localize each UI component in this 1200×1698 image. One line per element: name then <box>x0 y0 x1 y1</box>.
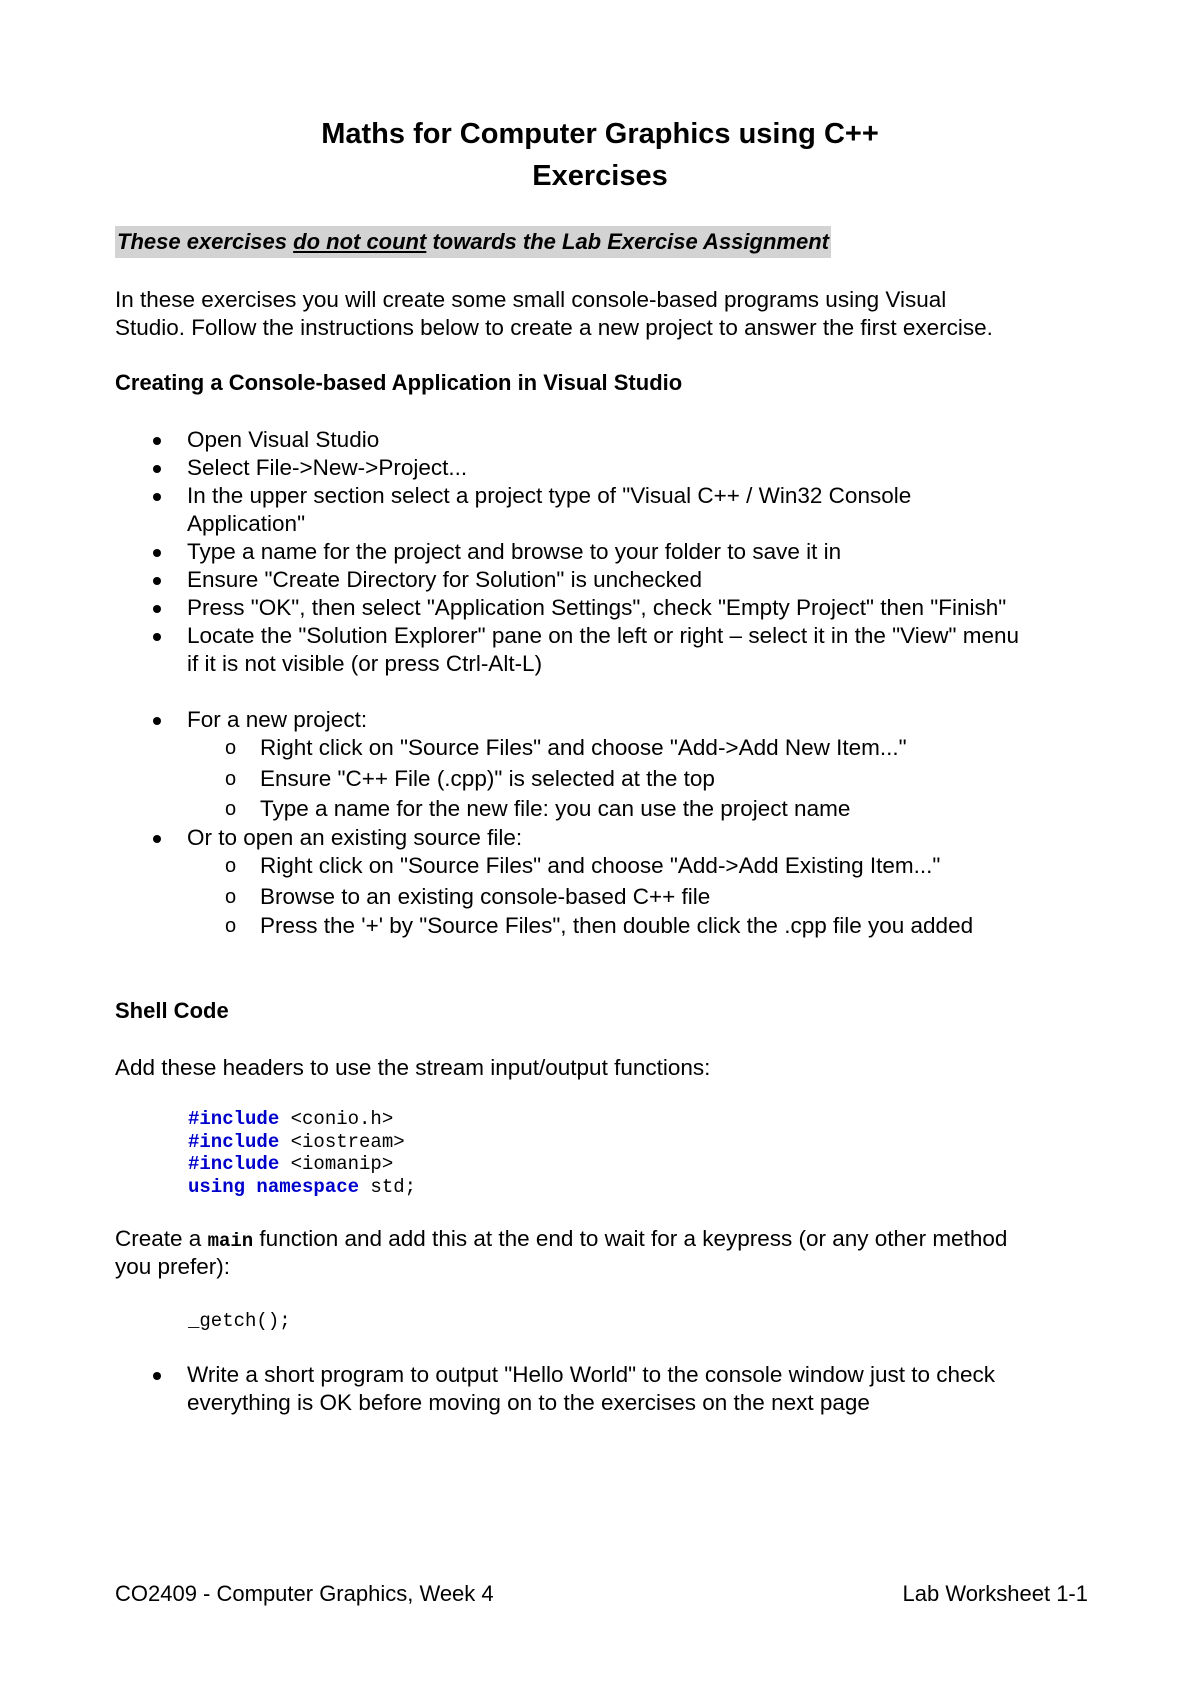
sub-bullet-icon: o <box>225 886 237 908</box>
document-subtitle: Exercises <box>532 160 668 192</box>
document-title: Maths for Computer Graphics using C++ <box>321 118 879 150</box>
sub-bullet-icon: o <box>225 798 237 820</box>
document-page: Maths for Computer Graphics using C++ Exercises These exercises do not count towards the Lab Exercise Assignment In these exercises you will create some small console-based programs using Visual Studio. Follow the instructions below to create a new project to answer the first exercise. Creating a Console-based Application in Visual Studio Open Visual Studio Select File->New->Project... In the upper section select a project type of "Visual C++ / Win32 Console Application" Type a name for the project and browse to your folder to save it in Ensure "Create Directory for Solution" is unchecked Press "OK", then select "Application Settings", check "Empty Project" then "Finish" Locate the "Solution Explorer" pane on the left or right – select it in the "View" menu if it is not visible (or press Ctrl-Alt-L) For a new project: o Right click on "Source Files" and choose "Add->Add New Item..." o Ensure "C++ File (.cpp)" is selected at the top o Type a name for the new file: you can use the project name Or to open an existing source file: o Right click on "Source Files" and choose "Add->Add Existing Item..." o Browse to an existing console-based C++ file o Press the '+' by "Source Files", then double click the .cpp file you added Shell Code Add these headers to use the stream input/output functions: #include <conio.h> #include <iostream> #include <iomanip> using namespace std; Create a main function and add this at the end to wait for a keypress (or any other method you prefer): _getch(); Write a short program to output "Hello World" to the console window just to check everything is OK before moving on to the exercises on the next page CO2409 - Computer Graphics, Week 4 Lab Worksheet 1-1 <box>0 0 1200 1698</box>
bullet-icon <box>153 437 161 445</box>
bullet-icon <box>153 633 161 641</box>
bullet-icon <box>153 605 161 613</box>
code-line: using namespace std; <box>188 1176 417 1198</box>
footer-course: CO2409 - Computer Graphics, Week 4 <box>115 1581 494 1606</box>
notice-text-underlined: do not count <box>293 229 427 254</box>
notice-text-after: towards the Lab Exercise Assignment <box>426 229 829 254</box>
main-instruction-line-1: Create a main function and add this at the end to wait for a keypress (or any other method <box>115 1226 1008 1252</box>
bullet-icon <box>153 493 161 501</box>
intro-line-1: In these exercises you will create some small console-based programs using Visual <box>115 287 947 312</box>
section-heading-shell-code: Shell Code <box>115 998 229 1023</box>
bullet-icon <box>153 717 161 725</box>
intro-line-2: Studio. Follow the instructions below to create a new project to answer the first exercise. <box>115 315 993 340</box>
footer-page-label: Lab Worksheet 1-1 <box>902 1581 1088 1606</box>
sub-bullet-icon: o <box>225 737 237 759</box>
inline-code-main: main <box>207 1230 254 1252</box>
sub-bullet-icon: o <box>225 768 237 790</box>
headers-instruction: Add these headers to use the stream input/output functions: <box>115 1055 711 1080</box>
bullet-icon <box>153 549 161 557</box>
bullet-icon <box>153 1372 161 1380</box>
bullet-icon <box>153 577 161 585</box>
code-line: #include <conio.h> <box>188 1108 394 1130</box>
bullet-icon <box>153 465 161 473</box>
bullet-icon <box>153 835 161 843</box>
code-getch: _getch(); <box>188 1310 291 1332</box>
notice-text-before: These exercises <box>117 229 294 254</box>
sub-bullet-icon: o <box>225 915 237 937</box>
section-heading-console-app: Creating a Console-based Application in Visual Studio <box>115 370 683 395</box>
code-line: #include <iostream> <box>188 1131 405 1153</box>
sub-bullet-icon: o <box>225 855 237 877</box>
code-line: #include <iomanip> <box>188 1153 394 1175</box>
assignment-notice <box>115 226 831 258</box>
main-instruction-line-2: you prefer): <box>115 1254 231 1279</box>
